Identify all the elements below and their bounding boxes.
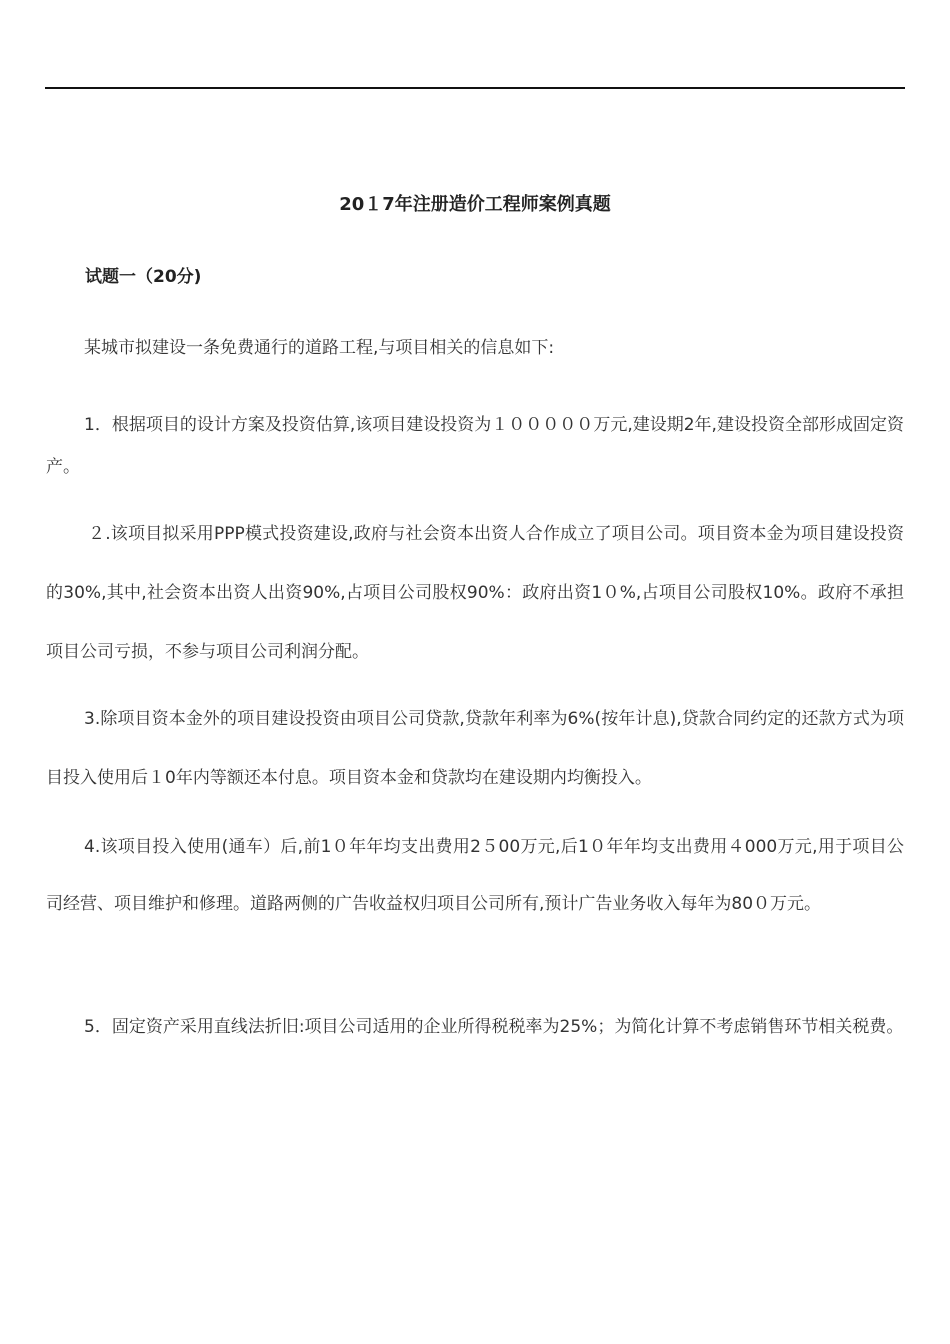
list-item: ２.该项目拟采用PPP模式投资建设,政府与社会资本出资人合作成立了项目公司。项目资本金为项目建设投资的30%,其中,社会资本出资人出资90%,占项目公司股权90%：政府出资1０%,占项目公司股权10%。政府不承担项目公司亏损，不参与项目公司利润分配。 bbox=[46, 524, 904, 662]
header-rule bbox=[45, 87, 905, 89]
document-title: 20１7年注册造价工程师案例真题 bbox=[339, 194, 611, 215]
list-item: 4.该项目投入使用(通车）后,前1０年年均支出费用2５00万元,后1０年年均支出费用４000万元,用于项目公司经营、项目维护和修理。道路两侧的广告收益权归项目公司所有,预计广告业务收入每年为80０万元。 bbox=[46, 837, 904, 914]
list-item: 3.除项目资本金外的项目建设投资由项目公司贷款,贷款年利率为6%(按年计息),贷款合同约定的还款方式为项目投入使用后１0年内等额还本付息。项目资本金和贷款均在建设期内均衡投入。 bbox=[46, 709, 904, 788]
question-heading: 试题一（20分) bbox=[85, 267, 202, 287]
list-item: 1．根据项目的设计方案及投资估算,该项目建设投资为１０００００万元,建设期2年,建设投资全部形成固定资产。 bbox=[46, 415, 904, 477]
list-item: 5．固定资产采用直线法折旧:项目公司适用的企业所得税税率为25%；为简化计算不考虑销售环节相关税费。 bbox=[84, 1017, 904, 1037]
intro-paragraph: 某城市拟建设一条免费通行的道路工程,与项目相关的信息如下: bbox=[84, 338, 555, 358]
